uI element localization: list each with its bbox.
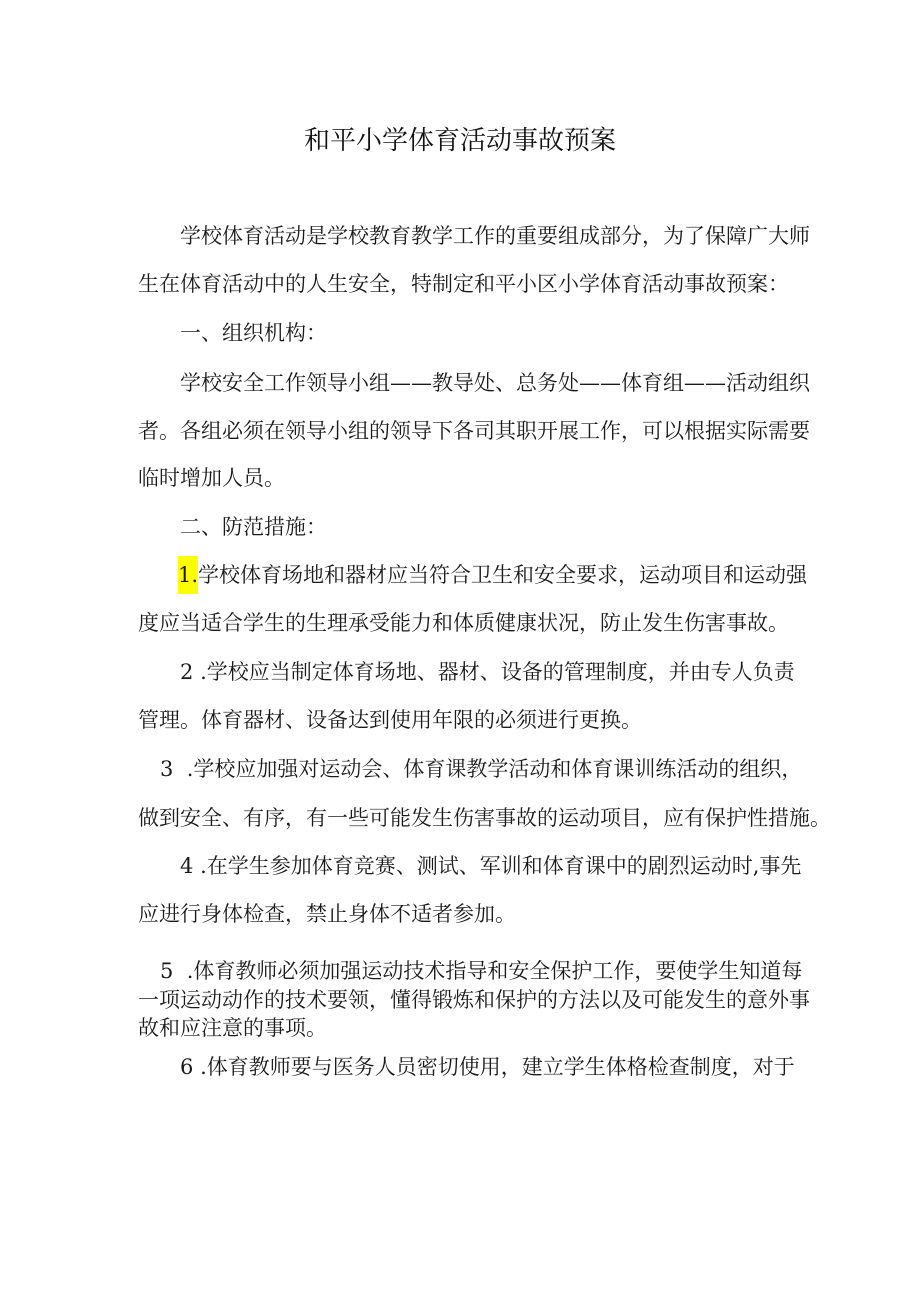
item-number: 5 xyxy=(160,959,174,983)
organization-line-2: 者。各组必须在领导小组的领导下各司其职开展工作，可以根据实际需要 xyxy=(138,419,810,443)
item-number: 3 xyxy=(160,757,174,781)
measure-item-2-text: .学校应当制定体育场地、器材、设备的管理制度，并由专人负责 xyxy=(200,660,795,684)
organization-line-3: 临时增加人员。 xyxy=(138,466,285,490)
measure-item-4-line-2: 应进行身体检查，禁止身体不适者参加。 xyxy=(138,902,516,926)
item-number: 4 xyxy=(180,854,194,878)
highlighted-item-number: 1. xyxy=(178,556,198,594)
measure-item-3-text: .学校应加强对运动会、体育课教学活动和体育课训练活动的组织， xyxy=(186,757,803,781)
measure-item-1-line-2: 度应当适合学生的生理承受能力和体质健康状况，防止发生伤害事故。 xyxy=(138,611,789,635)
section-heading-measures: 二、防范措施： xyxy=(180,515,327,539)
intro-line-1: 学校体育活动是学校教育教学工作的重要组成部分，为了保障广大师 xyxy=(180,224,810,248)
section-heading-organization: 一、组织机构： xyxy=(180,321,327,345)
measure-item-2-line-1 xyxy=(180,657,795,687)
measure-item-3-line-1 xyxy=(160,754,802,784)
measure-item-5-line-3: 故和应注意的事项。 xyxy=(138,1016,327,1040)
measure-item-5-text: .体育教师必须加强运动技术指导和安全保护工作，要使学生知道每 xyxy=(186,959,803,983)
page-title: 和平小学体育活动事故预案 xyxy=(303,126,616,156)
measure-item-1-line-1 xyxy=(178,560,807,594)
measure-item-3-line-2: 做到安全、有序，有一些可能发生伤害事故的运动项目，应有保护性措施。 xyxy=(138,806,831,830)
item-number: 2 xyxy=(180,660,194,684)
measure-item-6-line-1 xyxy=(180,1052,795,1082)
measure-item-1-text: 学校体育场地和器材应当符合卫生和安全要求，运动项目和运动强 xyxy=(198,563,808,587)
measure-item-4-text: .在学生参加体育竞赛、测试、军训和体育课中的剧烈运动时,事先 xyxy=(200,854,802,878)
measure-item-2-line-2: 管理。体育器材、设备达到使用年限的必须进行更换。 xyxy=(138,708,642,732)
intro-line-2: 生在体育活动中的人生安全，特制定和平小区小学体育活动事故预案： xyxy=(138,272,789,296)
measure-item-5-line-2: 一项运动动作的技术要领，懂得锻炼和保护的方法以及可能发生的意外事 xyxy=(138,988,810,1012)
measure-item-5-line-1 xyxy=(160,956,802,986)
measure-item-6-text: .体育教师要与医务人员密切使用，建立学生体格检查制度，对于 xyxy=(200,1055,795,1079)
organization-line-1: 学校安全工作领导小组——教导处、总务处——体育组——活动组织 xyxy=(180,371,810,395)
item-number: 6 xyxy=(180,1055,194,1079)
measure-item-4-line-1 xyxy=(180,851,801,881)
